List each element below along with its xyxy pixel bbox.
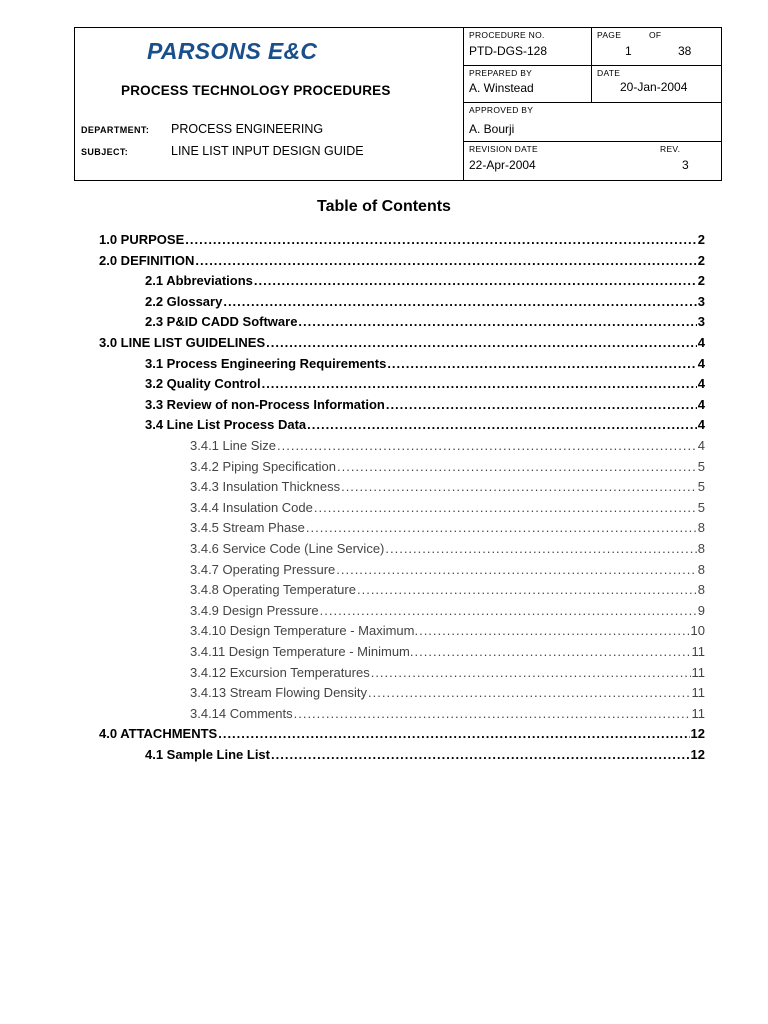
toc-leader-dots <box>266 335 697 350</box>
toc-entry-page: 2 <box>697 232 705 247</box>
revision-date-value: 22-Apr-2004 <box>469 158 536 172</box>
department-value: PROCESS ENGINEERING <box>171 122 324 136</box>
toc-entry-page: 12 <box>690 726 705 742</box>
toc-entry-title: 3.4.12 Excursion Temperatures <box>190 664 370 680</box>
toc-entry-page: 4 <box>697 417 705 433</box>
date-label: DATE <box>597 68 621 78</box>
toc-entry-page: 11 <box>691 705 705 721</box>
toc-leader-dots <box>271 747 690 762</box>
toc-entry-page: 5 <box>697 479 705 495</box>
toc-entry-title: 3.4.11 Design Temperature - Minimum. <box>190 644 414 659</box>
toc-leader-dots <box>314 500 697 515</box>
toc-entry[interactable] <box>145 314 705 334</box>
toc-leader-dots <box>294 706 691 721</box>
prepared-by-cell <box>464 66 591 102</box>
toc-entry-page: 3 <box>697 293 705 309</box>
toc-leader-dots <box>277 438 697 453</box>
date-cell <box>592 66 722 102</box>
of-label: OF <box>649 30 662 40</box>
toc-leader-dots <box>357 582 697 597</box>
toc-leader-dots <box>385 541 696 556</box>
toc-entry-title: 3.4.13 Stream Flowing Density <box>190 685 368 701</box>
toc-leader-dots <box>419 623 689 638</box>
rev-value: 3 <box>682 158 689 172</box>
toc-entry-title: 3.0 LINE LIST GUIDELINES <box>99 335 266 350</box>
toc-entry[interactable] <box>190 438 705 458</box>
toc-leader-dots <box>254 273 697 288</box>
toc-entry-page: 4 <box>697 396 705 412</box>
toc-entry-title: 2.3 P&ID CADD Software <box>145 314 298 330</box>
toc-entry-title: 3.2 Quality Control <box>145 376 261 392</box>
toc-entry[interactable] <box>145 747 705 767</box>
toc-leader-dots <box>306 520 697 535</box>
toc-entry[interactable] <box>190 685 705 705</box>
toc-entry[interactable] <box>190 541 705 561</box>
toc-title: Table of Contents <box>317 198 451 215</box>
toc-leader-dots <box>298 314 696 329</box>
prepared-by-value: A. Winstead <box>469 81 534 95</box>
toc-entry-title: 3.4.14 Comments <box>190 705 293 721</box>
toc-entry-page: 11 <box>691 644 705 659</box>
toc-leader-dots <box>387 356 696 371</box>
toc-entry-title: 3.4.5 Stream Phase <box>190 520 305 536</box>
prepared-by-label: PREPARED BY <box>469 68 533 78</box>
toc-entry-title: 2.2 Glossary <box>145 293 223 309</box>
toc-entry-page: 2 <box>697 273 705 289</box>
toc-entry-title: 3.4.8 Operating Temperature <box>190 582 356 598</box>
toc-entry-title: 4.0 ATTACHMENTS <box>99 726 218 742</box>
toc-leader-dots <box>307 417 697 432</box>
revision-cell <box>464 142 722 180</box>
page-value: 1 <box>625 44 632 58</box>
toc-entry[interactable] <box>190 520 705 540</box>
toc-leader-dots <box>337 459 697 474</box>
toc-leader-dots <box>368 685 690 700</box>
toc-leader-dots <box>386 397 697 412</box>
procedures-title: PROCESS TECHNOLOGY PROCEDURES <box>121 83 391 98</box>
page-label: PAGE <box>597 30 622 40</box>
toc-entry[interactable] <box>145 376 705 396</box>
of-value: 38 <box>678 44 692 58</box>
toc-entry-title: 3.4.10 Design Temperature - Maximum. <box>190 623 419 639</box>
document-header <box>74 27 722 181</box>
toc-entry[interactable] <box>145 294 705 314</box>
toc-entry-title: 3.4.2 Piping Specification <box>190 458 336 474</box>
toc-entry-title: 2.0 DEFINITION <box>99 252 195 268</box>
toc-entry-page: 5 <box>697 499 705 515</box>
toc-entry-page: 10 <box>690 623 705 639</box>
toc-leader-dots <box>195 253 696 268</box>
toc-entry[interactable] <box>190 479 705 499</box>
toc-entry-title: 1.0 PURPOSE <box>99 232 185 247</box>
toc-entry-title: 3.4.4 Insulation Code <box>190 499 313 515</box>
toc-entry[interactable] <box>190 665 705 685</box>
date-value: 20-Jan-2004 <box>620 80 688 94</box>
toc-entry-title: 3.4.3 Insulation Thickness <box>190 479 341 495</box>
toc-entry-title: 3.1 Process Engineering Requirements <box>145 355 387 371</box>
toc-entry-title: 4.1 Sample Line List <box>145 747 270 762</box>
toc-entry-page: 11 <box>691 685 705 701</box>
toc-leader-dots <box>185 232 697 247</box>
toc-entry-page: 4 <box>697 376 705 392</box>
approved-by-label: APPROVED BY <box>469 105 534 115</box>
toc-leader-dots <box>320 603 697 618</box>
toc-entry-page: 9 <box>697 602 705 618</box>
toc-entry[interactable] <box>145 273 705 293</box>
toc-entry[interactable] <box>145 417 705 437</box>
toc-entry[interactable] <box>190 582 705 602</box>
header-info-grid <box>463 28 722 180</box>
toc-entry-title: 3.4.7 Operating Pressure <box>190 561 336 577</box>
approved-by-cell <box>464 103 722 141</box>
approved-by-value: A. Bourji <box>469 122 515 136</box>
toc-entry-title: 3.4 Line List Process Data <box>145 417 307 433</box>
toc-entry-page: 8 <box>697 541 705 556</box>
toc-entry[interactable] <box>99 726 705 746</box>
toc-leader-dots <box>262 376 697 391</box>
toc-entry-page: 3 <box>697 314 705 330</box>
toc-entry-page: 11 <box>691 664 705 680</box>
department-label: DEPARTMENT: <box>81 125 150 135</box>
toc-entry-page: 12 <box>690 747 705 762</box>
page-cell <box>592 28 722 65</box>
subject-label: SUBJECT: <box>81 147 129 157</box>
procedure-no-cell <box>464 28 591 65</box>
toc-entry-page: 8 <box>697 520 705 536</box>
toc-entry-page: 4 <box>697 335 705 350</box>
toc-entry-page: 4 <box>697 438 705 453</box>
toc-entry-page: 8 <box>697 561 705 577</box>
toc-entry-page: 2 <box>697 252 705 268</box>
procedure-no-label: PROCEDURE NO. <box>469 30 545 40</box>
toc-entry[interactable] <box>190 603 705 623</box>
procedure-no-value: PTD-DGS-128 <box>469 44 548 58</box>
toc-entry[interactable] <box>190 562 705 582</box>
toc-entry[interactable] <box>190 623 705 643</box>
toc-entry-title: 3.4.1 Line Size <box>190 438 277 453</box>
rev-label: REV. <box>660 144 681 154</box>
toc-entry-title: 2.1 Abbreviations <box>145 273 253 289</box>
toc-entry-title: 3.4.6 Service Code (Line Service) <box>190 541 385 556</box>
toc-entry[interactable] <box>190 500 705 520</box>
toc-leader-dots <box>371 665 691 680</box>
revision-date-label: REVISION DATE <box>469 144 538 154</box>
toc-entry[interactable] <box>99 335 705 355</box>
toc-entry-title: 3.3 Review of non-Process Information <box>145 396 385 412</box>
toc-entry[interactable] <box>190 706 705 726</box>
toc-entry-page: 5 <box>697 458 705 474</box>
toc-entry-title: 3.4.9 Design Pressure <box>190 602 319 618</box>
toc-entry-page: 8 <box>697 582 705 598</box>
toc-entry-page: 4 <box>697 355 705 371</box>
parsons-logo: PARSONS E&C <box>147 38 318 64</box>
toc-entry[interactable] <box>190 644 705 664</box>
header-left-panel <box>75 28 463 180</box>
toc-entry[interactable] <box>145 397 705 417</box>
toc-entry[interactable] <box>145 356 705 376</box>
toc-entry[interactable] <box>190 459 705 479</box>
toc-entry[interactable] <box>99 253 705 273</box>
toc-leader-dots <box>341 479 697 494</box>
toc-entry[interactable] <box>99 232 705 252</box>
toc-leader-dots <box>336 562 697 577</box>
subject-value: LINE LIST INPUT DESIGN GUIDE <box>171 144 364 158</box>
toc-leader-dots <box>415 644 691 659</box>
toc-leader-dots <box>218 726 689 741</box>
toc-leader-dots <box>223 294 696 309</box>
